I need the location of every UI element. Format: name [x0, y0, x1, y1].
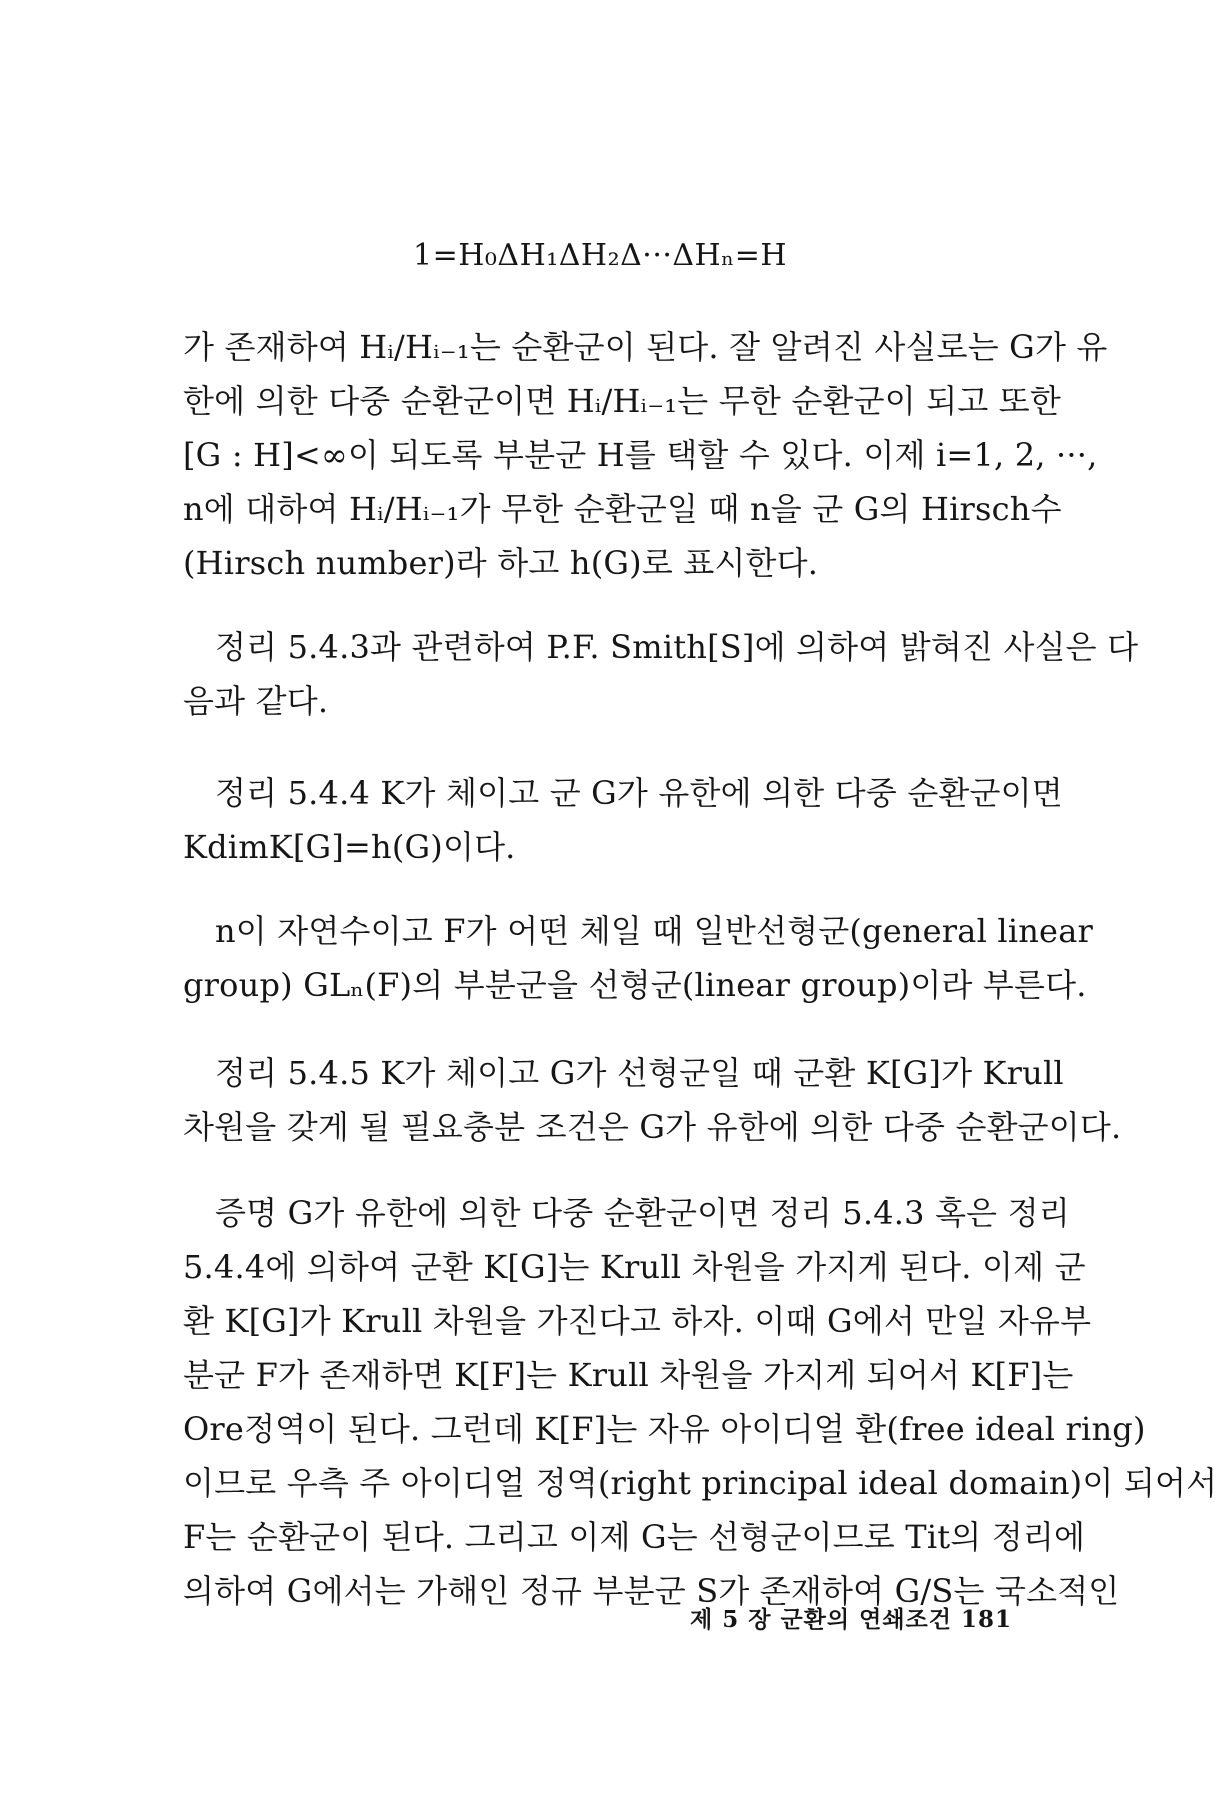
text-line: 정리 5.4.3과 관련하여 P.F. Smith[S]에 의하여 밝혀진 사실은 다: [215, 628, 1139, 666]
theorem-5-4-5: [183, 1046, 1122, 1154]
paragraph-smith-result: [183, 620, 1139, 728]
theorem-line: KdimK[G]=h(G)이다.: [183, 828, 516, 866]
paragraph-linear-group: [183, 904, 1093, 1012]
text-line: (Hirsch number)라 하고 h(G)로 표시한다.: [183, 544, 819, 582]
theorem-line: 정리 5.4.5 K가 체이고 G가 선형군일 때 군환 K[G]가 Krull: [215, 1054, 1064, 1092]
text-line: n에 대하여 Hᵢ/Hᵢ₋₁가 무한 순환군일 때 n을 군 G의 Hirsch수: [183, 490, 1062, 528]
display-equation: 1=H₀ΔH₁ΔH₂Δ···ΔHₙ=H: [413, 238, 787, 273]
theorem-line: 정리 5.4.4 K가 체이고 군 G가 유한에 의한 다중 순환군이면: [215, 774, 1063, 812]
proof-line: F는 순환군이 된다. 그리고 이제 G는 선형군이므로 Tit의 정리에: [183, 1518, 1086, 1556]
theorem-5-4-4: [183, 766, 1063, 874]
running-footer-page-number: 제 5 장 군환의 연쇄조건 181: [689, 1606, 1012, 1633]
text-line: n이 자연수이고 F가 어떤 체일 때 일반선형군(general linear: [215, 912, 1093, 950]
proof-line: 증명 G가 유한에 의한 다중 순환군이면 정리 5.4.3 혹은 정리: [215, 1194, 1070, 1232]
text-line: 가 존재하여 Hᵢ/Hᵢ₋₁는 순환군이 된다. 잘 알려진 사실로는 G가 유: [183, 328, 1108, 366]
proof-line: 5.4.4에 의하여 군환 K[G]는 Krull 차원을 가지게 된다. 이제 군: [183, 1248, 1086, 1286]
proof-paragraph: [183, 1186, 1217, 1618]
text-line: group) GLₙ(F)의 부분군을 선형군(linear group)이라 부른다.: [183, 966, 1087, 1004]
proof-line: 의하여 G에서는 가해인 정규 부분군 S가 존재하여 G/S는 국소적인: [183, 1572, 1120, 1610]
proof-line: 분군 F가 존재하면 K[F]는 Krull 차원을 가지게 되어서 K[F]는: [183, 1356, 1074, 1394]
text-line: [G : H]<∞이 되도록 부분군 H를 택할 수 있다. 이제 i=1, 2, ···,: [183, 436, 1098, 474]
proof-line: Ore정역이 된다. 그런데 K[F]는 자유 아이디얼 환(free ideal ring): [183, 1410, 1146, 1448]
text-line: 한에 의한 다중 순환군이면 Hᵢ/Hᵢ₋₁는 무한 순환군이 되고 또한: [183, 382, 1062, 420]
theorem-line: 차원을 갖게 될 필요충분 조건은 G가 유한에 의한 다중 순환군이다.: [183, 1108, 1122, 1146]
paragraph-hirsch-number: [183, 320, 1108, 590]
proof-line: 이므로 우측 주 아이디얼 정역(right principal ideal domain)이 되어서: [183, 1464, 1217, 1502]
proof-line: 환 K[G]가 Krull 차원을 가진다고 하자. 이때 G에서 만일 자유부: [183, 1302, 1092, 1340]
text-line: 음과 같다.: [183, 682, 329, 720]
